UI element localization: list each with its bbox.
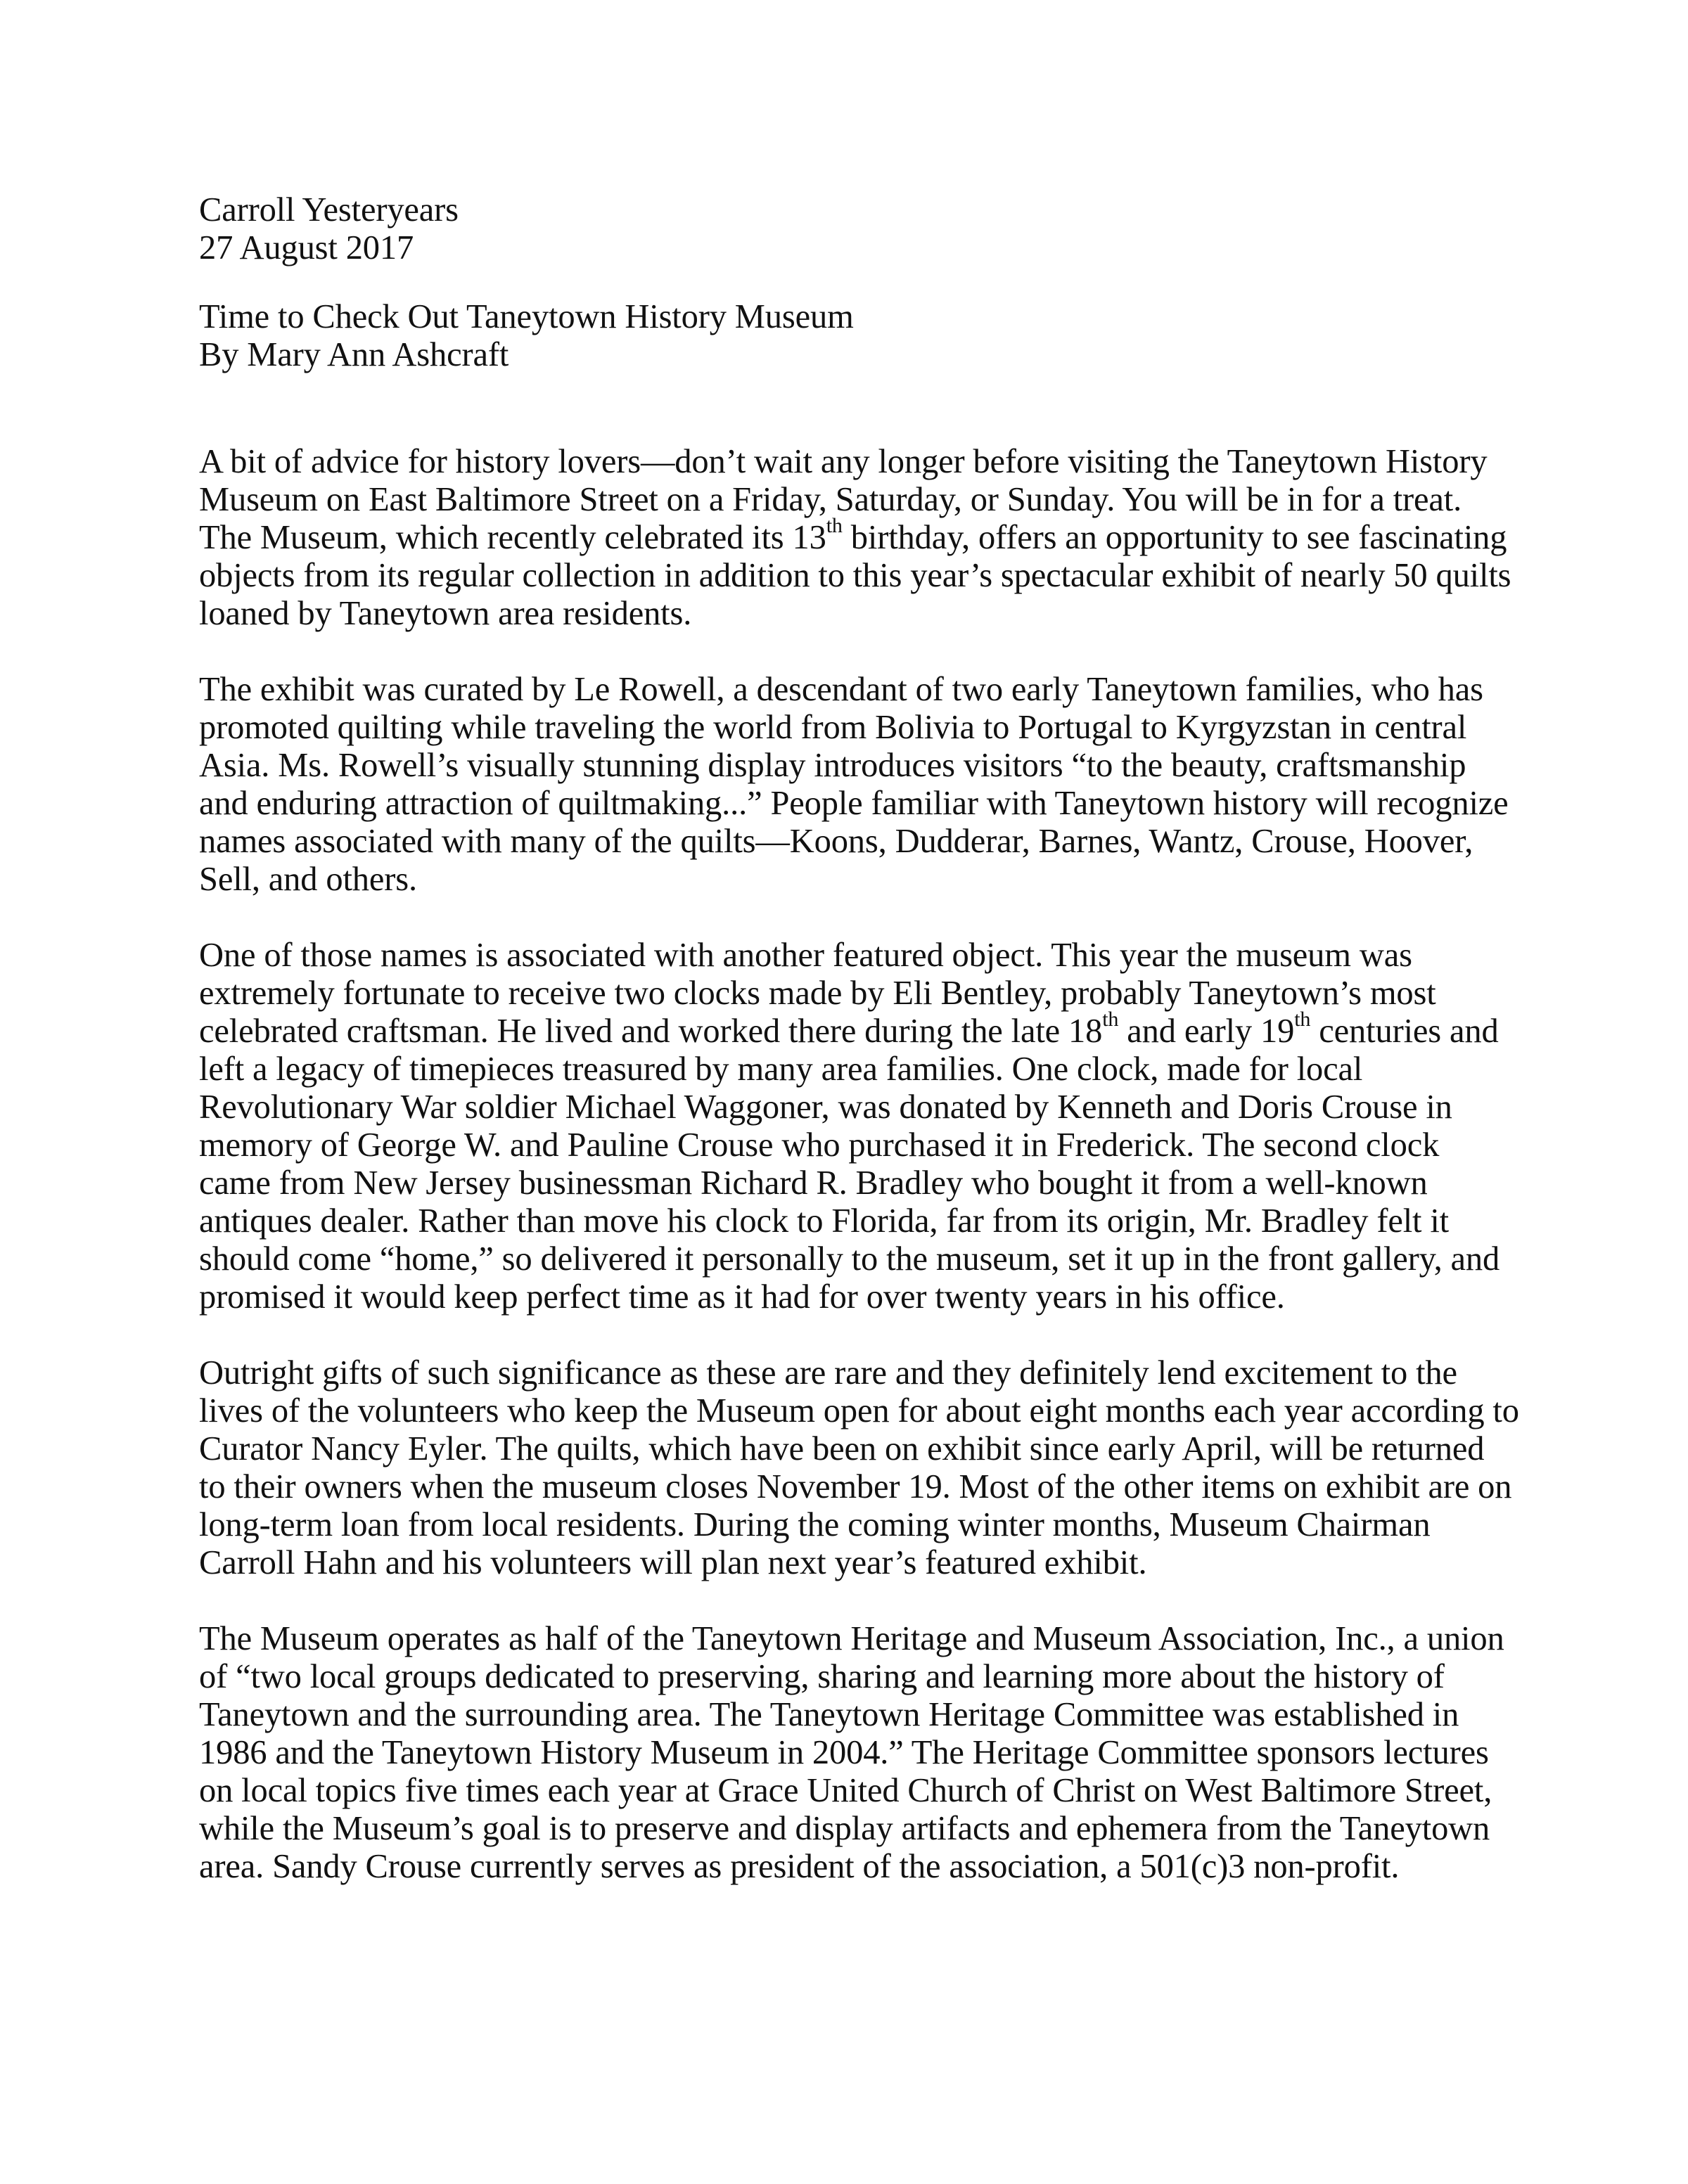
text-line bbox=[199, 1620, 1504, 1658]
text-line bbox=[199, 671, 1493, 709]
text-line bbox=[199, 1240, 1500, 1278]
text-segment: promoted quilting while traveling the world from Bolivia to Portugal to Kyrgyzstan in central bbox=[199, 709, 1467, 746]
text-segment: area. Sandy Crouse currently serves as president of the association, a 501(c)3 non-profit. bbox=[199, 1848, 1400, 1885]
text-segment: Taneytown and the surrounding area. The Taneytown Heritage Committee was established in bbox=[199, 1696, 1459, 1733]
text-line bbox=[199, 1772, 1493, 1810]
text-line bbox=[199, 1278, 1493, 1316]
ordinal-superscript: th bbox=[826, 513, 843, 538]
text-segment: Museum on East Baltimore Street on a Friday, Saturday, or Sunday. You will be in for a treat. bbox=[199, 481, 1462, 518]
text-segment: left a legacy of timepieces treasured by many area families. One clock, made for local bbox=[199, 1051, 1363, 1088]
ordinal-superscript: th bbox=[1102, 1007, 1119, 1032]
text-line bbox=[199, 1734, 1493, 1772]
text-segment: The Museum, which recently celebrated its 13 bbox=[199, 519, 826, 556]
text-segment: long-term loan from local residents. During the coming winter months, Museum Chairman bbox=[199, 1506, 1431, 1543]
text-segment: centuries and bbox=[1310, 1013, 1499, 1050]
publication-date: 27 August 2017 bbox=[199, 229, 414, 266]
article-byline: By Mary Ann Ashcraft bbox=[199, 336, 509, 373]
text-segment: Carroll Hahn and his volunteers will plan next year’s featured exhibit. bbox=[199, 1544, 1147, 1581]
text-line bbox=[199, 709, 1493, 747]
text-segment: Asia. Ms. Rowell’s visually stunning display introduces visitors “to the beauty, craftsmanship bbox=[199, 747, 1466, 784]
text-line bbox=[199, 1848, 1493, 1886]
text-segment: memory of George W. and Pauline Crouse who purchased it in Frederick. The second clock bbox=[199, 1126, 1440, 1164]
text-line bbox=[199, 861, 1493, 899]
text-line bbox=[199, 1506, 1493, 1544]
paragraph bbox=[199, 937, 1500, 1316]
text-segment: The exhibit was curated by Le Rowell, a descendant of two early Taneytown families, who has bbox=[199, 671, 1483, 708]
ordinal-superscript: th bbox=[1294, 1007, 1311, 1032]
text-segment: came from New Jersey businessman Richard R. Bradley who bought it from a well-known bbox=[199, 1164, 1428, 1202]
text-line bbox=[199, 595, 1493, 633]
text-line bbox=[199, 1696, 1493, 1734]
text-line bbox=[199, 557, 1511, 595]
text-segment: birthday, offers an opportunity to see fascinating bbox=[842, 519, 1507, 556]
text-segment: Sell, and others. bbox=[199, 861, 417, 898]
text-segment: lives of the volunteers who keep the Museum open for about eight months each year according to bbox=[199, 1392, 1519, 1430]
text-segment: A bit of advice for history lovers—don’t wait any longer before visiting the Taneytown History bbox=[199, 443, 1488, 480]
text-segment: Curator Nancy Eyler. The quilts, which have been on exhibit since early April, will be returned bbox=[199, 1430, 1485, 1467]
text-line bbox=[199, 443, 1493, 481]
article-body bbox=[199, 443, 1519, 1886]
text-segment: Outright gifts of such significance as these are rare and they definitely lend excitement to the bbox=[199, 1354, 1457, 1392]
article-title: Time to Check Out Taneytown History Museum bbox=[199, 298, 854, 335]
text-segment: loaned by Taneytown area residents. bbox=[199, 595, 692, 632]
paragraph bbox=[199, 671, 1509, 899]
text-line bbox=[199, 1202, 1493, 1240]
text-line bbox=[199, 1164, 1493, 1202]
text-line bbox=[199, 1468, 1512, 1506]
text-segment: promised it would keep perfect time as it had for over twenty years in his office. bbox=[199, 1278, 1285, 1316]
text-segment: The Museum operates as half of the Taneytown Heritage and Museum Association, Inc., a union bbox=[199, 1620, 1504, 1657]
text-segment: while the Museum’s goal is to preserve and display artifacts and ephemera from the Taneytown bbox=[199, 1810, 1490, 1847]
text-line bbox=[199, 937, 1493, 975]
publication-name: Carroll Yesteryears bbox=[199, 191, 459, 229]
text-line bbox=[199, 1392, 1519, 1430]
text-line bbox=[199, 747, 1493, 785]
text-line bbox=[199, 1430, 1493, 1468]
text-line bbox=[199, 1544, 1493, 1582]
article-heading bbox=[199, 298, 1493, 374]
text-line bbox=[199, 1126, 1493, 1164]
text-line bbox=[199, 513, 1507, 557]
paragraph bbox=[199, 1354, 1519, 1582]
paragraph bbox=[199, 443, 1511, 633]
text-line bbox=[199, 1007, 1499, 1051]
text-segment: to their owners when the museum closes November 19. Most of the other items on exhibit are on bbox=[199, 1468, 1512, 1505]
text-line bbox=[199, 1051, 1493, 1088]
text-line bbox=[199, 823, 1493, 861]
text-line bbox=[199, 785, 1509, 823]
text-line bbox=[199, 481, 1493, 519]
text-segment: antiques dealer. Rather than move his clock to Florida, far from its origin, Mr. Bradley felt it bbox=[199, 1202, 1449, 1240]
text-segment: Revolutionary War soldier Michael Waggoner, was donated by Kenneth and Doris Crouse in bbox=[199, 1088, 1452, 1126]
text-segment: objects from its regular collection in addition to this year’s spectacular exhibit of nearly 50 quilts bbox=[199, 557, 1511, 594]
document-page bbox=[199, 191, 1519, 1924]
text-segment: names associated with many of the quilts—Koons, Dudderar, Barnes, Wantz, Crouse, Hoover, bbox=[199, 823, 1473, 860]
text-segment: of “two local groups dedicated to preserving, sharing and learning more about the history of bbox=[199, 1658, 1445, 1695]
text-line bbox=[199, 1658, 1493, 1696]
publication-header bbox=[199, 191, 1493, 267]
text-segment: One of those names is associated with another featured object. This year the museum was bbox=[199, 937, 1412, 974]
text-segment: extremely fortunate to receive two clocks made by Eli Bentley, probably Taneytown’s most bbox=[199, 975, 1436, 1012]
text-segment: celebrated craftsman. He lived and worked there during the late 18 bbox=[199, 1013, 1103, 1050]
text-segment: 1986 and the Taneytown History Museum in 2004.” The Heritage Committee sponsors lectures bbox=[199, 1734, 1489, 1771]
text-segment: on local topics five times each year at Grace United Church of Christ on West Baltimore Street, bbox=[199, 1772, 1492, 1809]
text-line bbox=[199, 1088, 1493, 1126]
text-line bbox=[199, 1810, 1493, 1848]
text-segment: should come “home,” so delivered it personally to the museum, set it up in the front gallery, and bbox=[199, 1240, 1500, 1278]
paragraph bbox=[199, 1620, 1504, 1886]
text-segment: and enduring attraction of quiltmaking...” People familiar with Taneytown history will recognize bbox=[199, 785, 1509, 822]
text-segment: and early 19 bbox=[1118, 1013, 1295, 1050]
text-line bbox=[199, 1354, 1493, 1392]
